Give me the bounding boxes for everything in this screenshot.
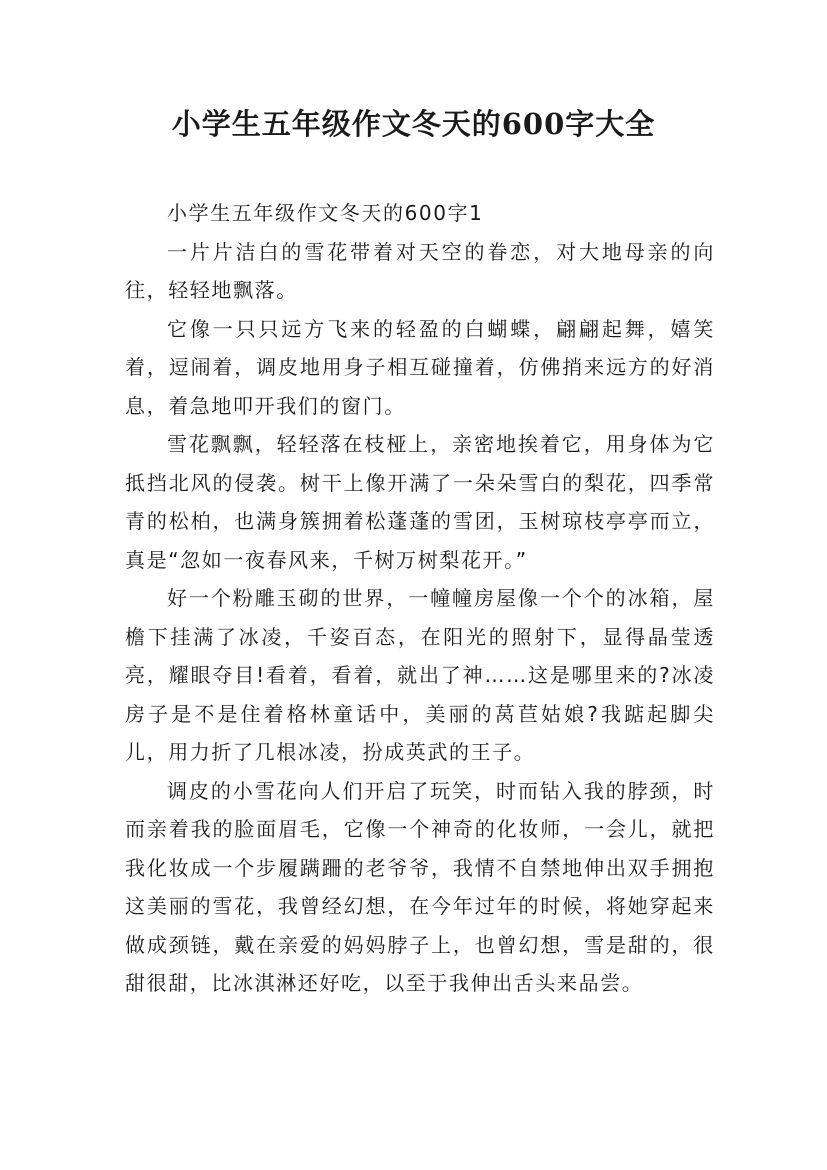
section-subtitle: 小学生五年级作文冬天的600字1 (167, 201, 484, 225)
paragraph-1: 一片片洁白的雪花带着对天空的眷恋，对大地母亲的向往，轻轻地飘落。 (125, 239, 715, 302)
paragraph-5: 调皮的小雪花向人们开启了玩笑，时而钻入我的脖颈，时而亲着我的脸面眉毛，它像一个神奇的化妆师，一会儿，就把我化妆成一个步履蹒跚的老爷爷，我情不自禁地伸出双手拥抱这美丽的雪花，我曾经幻想，在今年过年的时候，将她穿起来做成颈链，戴在亲爱的妈妈脖子上，也曾幻想，雪是甜的，很甜很甜，比冰淇淋还好吃，以至于我伸出舌头来品尝。 (125, 778, 715, 995)
document-body (125, 194, 715, 1003)
document-title: 小学生五年级作文冬天的600字大全 (171, 107, 656, 141)
paragraph-3: 雪花飘飘，轻轻落在枝桠上，亲密地挨着它，用身体为它抵挡北风的侵袭。树干上像开满了一朵朵雪白的梨花，四季常青的松柏，也满身簇拥着松蓬蓬的雪团，玉树琼枝亭亭而立，真是“忽如一夜春风来，千树万树梨花开。” (125, 432, 715, 572)
paragraph-4: 好一个粉雕玉砌的世界，一幢幢房屋像一个个的冰箱，屋檐下挂满了冰凌，千姿百态，在阳光的照射下，显得晶莹透亮，耀眼夺目!看着，看着，就出了神……这是哪里来的?冰凌房子是不是住着格林童话中，美丽的莴苣姑娘?我踮起脚尖儿，用力折了几根冰凌，扮成英武的王子。 (125, 586, 715, 764)
paragraph-2: 它像一只只远方飞来的轻盈的白蝴蝶，翩翩起舞，嬉笑着，逗闹着，调皮地用身子相互碰撞着，仿佛捎来远方的好消息，着急地叩开我们的窗门。 (125, 316, 715, 418)
